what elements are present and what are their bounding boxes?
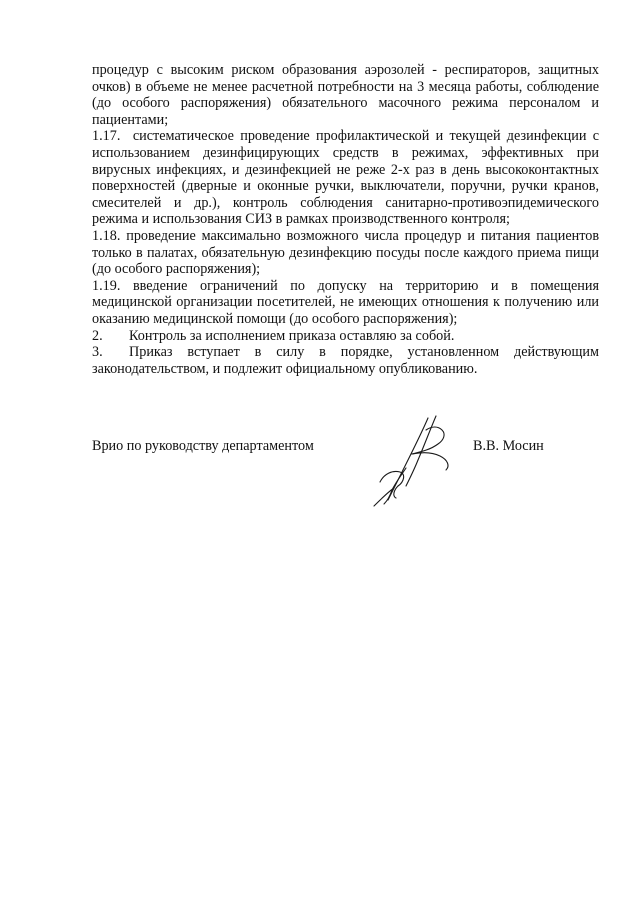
paragraph-2 (92, 328, 599, 345)
paragraph-text: Приказ вступает в силу в порядке, установленном действующим законодательством, и подлежит официальному опубликованию. (92, 344, 599, 377)
paragraph-text: Контроль за исполнением приказа оставляю за собой. (129, 327, 455, 344)
paragraph-3 (92, 344, 599, 377)
paragraph-number: 1.18. (92, 227, 121, 244)
paragraph-number: 1.17. (92, 128, 121, 145)
signature-block (92, 438, 599, 458)
paragraph-text: введение ограничений по допуску на территорию и в помещения медицинской организации посетителей, не имеющих отношения к получению или оказанию медицинской помощи (до особого распоряжения); (92, 277, 599, 327)
paragraph-text: процедур с высоким риском образования аэрозолей - респираторов, защитных очков) в объеме не менее расчетной потребности на 3 месяца работы, соблюдение (до особого распоряжения) обязательного масочного режима персоналом и пациентами; (92, 62, 599, 128)
paragraph-text: проведение максимально возможного числа процедур и питания пациентов только в палатах, обязательную дезинфекцию посуды после каждого приема пищи (до особого распоряжения); (92, 227, 600, 278)
paragraph-text: систематическое проведение профилактической и текущей дезинфекции с использованием дезинфицирующих средств в режимах, эффективных при вирусных инфекциях, и дезинфекцией не реже 2-х раз в день высококонтактных поверхностей (дверные и оконные ручки, выключатели, поручни, ручки кранов, смесителей и др.), контроль соблюдения санитарно-противоэпидемического режима и использования СИЗ в рамках производственного контроля; (92, 128, 599, 228)
paragraph-number: 3. (92, 344, 103, 361)
signatory-name: В.В. Мосин (473, 438, 544, 454)
paragraph-1-17 (92, 128, 599, 228)
handwritten-signature (366, 412, 466, 512)
paragraph-1-19 (92, 278, 599, 328)
paragraph-number: 2. (92, 327, 103, 344)
document-body (92, 62, 599, 377)
signatory-title: Врио по руководству департаментом (92, 438, 314, 454)
paragraph-number: 1.19. (92, 277, 121, 294)
paragraph-continuation (92, 62, 599, 128)
paragraph-1-18 (92, 228, 599, 278)
